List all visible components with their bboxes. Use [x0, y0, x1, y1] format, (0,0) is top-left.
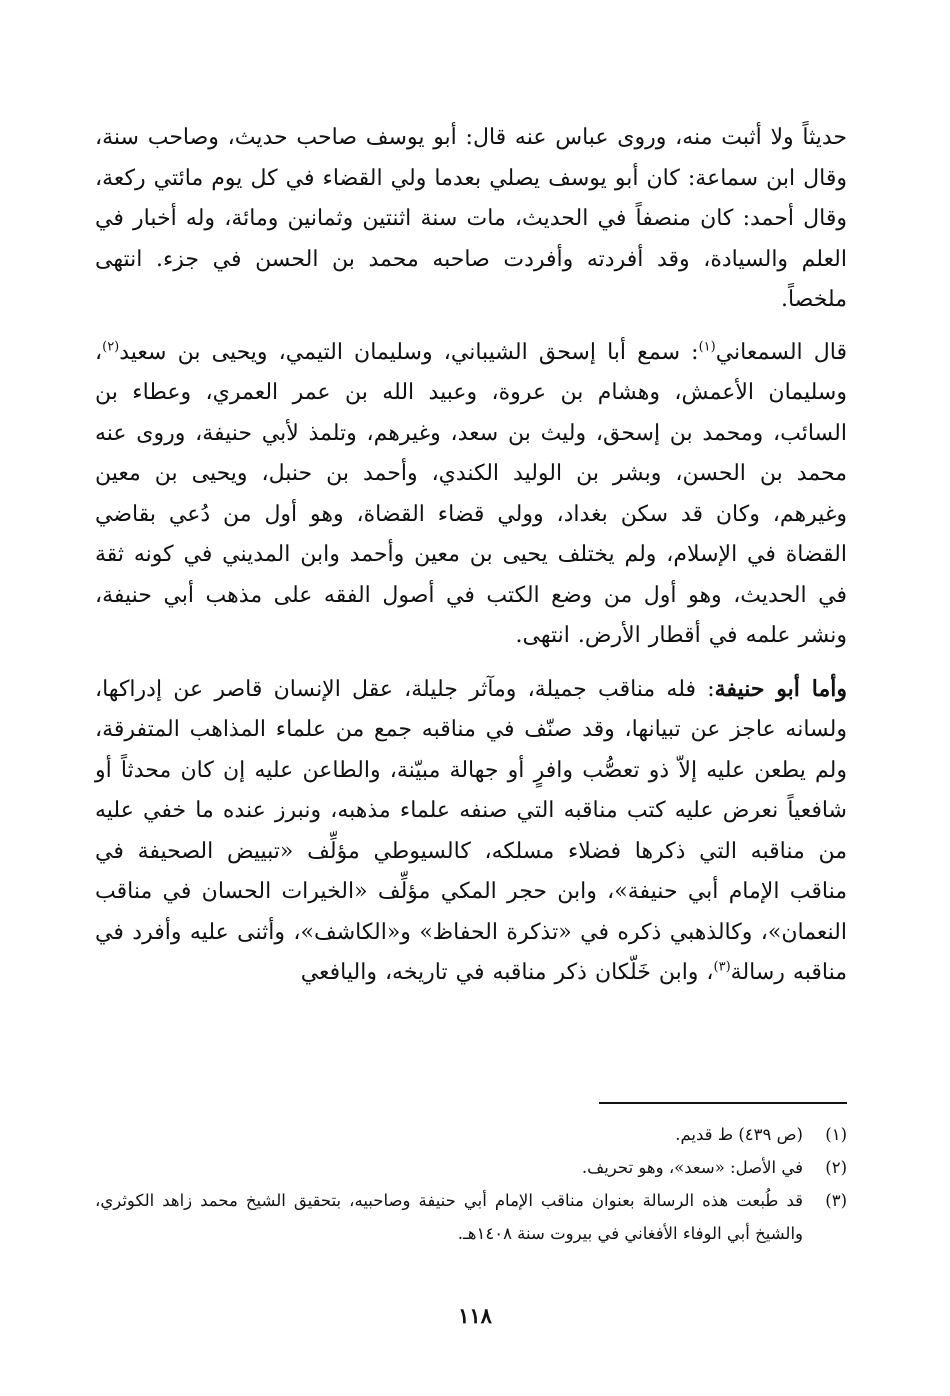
footnotes-section	[95, 1102, 847, 1250]
footnote-ref-1[interactable]: (١)	[698, 339, 716, 355]
footnote-3-mark: (٣)	[825, 1191, 847, 1210]
paragraph-3-text-end: ، وابن خَلّكان ذكر مناقبه في تاريخه، واليافعي	[300, 960, 714, 985]
page-number: ١١٨	[458, 1303, 492, 1328]
footnote-2	[95, 1151, 847, 1184]
paragraph-2-text-middle: : سمع أبا إسحق الشيباني، وسليمان التيمي، ويحيى بن سعيد	[119, 339, 699, 365]
paragraph-1	[95, 118, 847, 321]
paragraph-2-text-end: ، وسليمان الأعمش، وهشام بن عروة، وعبيد الله بن عمر العمري، وعطاء بن السائب، ومحمد بن إسحق، وليث بن سعد، وغيرهم، وتلمذ لأبي حنيفة، وروى عنه محمد بن الحسن، وبشر بن الوليد الكندي، وأحمد بن حنبل، ويحيى بن معين وغيرهم، وكان قد سكن بغداد، وولي قضاء القضاة، وهو أول من دُعي بقاضي القضاة في الإسلام، ولم يختلف يحيى بن معين وأحمد وابن المديني في كونه ثقة في الحديث، وهو أول من وضع الكتب في أصول الفقه على مذهب أبي حنيفة، ونشر علمه في أقطار الأرض. انتهى.	[95, 339, 847, 648]
paragraph-1-text: حديثاً ولا أثبت منه، وروى عباس عنه قال: أبو يوسف صاحب حديث، وصاحب سنة، وقال ابن سماعة: كان أبو يوسف يصلي بعدما ولي القضاء في كل يوم مائتي ركعة، وقال أحمد: كان منصفاً في الحديث، مات سنة اثنتين وثمانين ومائة، وله أخبار في العلم والسيادة، وقد أفردته وأفردت صاحبه محمد بن الحسن في جزء. انتهى ملخصاً.	[95, 125, 847, 312]
footnote-3-text: قد طُبعت هذه الرسالة بعنوان مناقب الإمام أبي حنيفة وصاحبيه، بتحقيق الشيخ محمد زاهد الكوثري، والشيخ أبي الوفاء الأفغاني في بيروت سنة ١٤٠٨هـ.	[95, 1191, 803, 1243]
main-text	[95, 118, 847, 994]
footnote-ref-3[interactable]: (٣)	[713, 959, 731, 975]
paragraph-2-text-start: قال السمعاني	[715, 339, 847, 365]
footnote-1-mark: (١)	[825, 1125, 847, 1144]
footnote-2-mark: (٢)	[825, 1158, 847, 1177]
footnote-1-text: (ص ٤٣٩) ط قديم.	[675, 1125, 803, 1144]
paragraph-3-lead: وأما أبو حنيفة	[714, 675, 847, 702]
footnote-3	[95, 1184, 847, 1250]
footnote-ref-2[interactable]: (٢)	[102, 339, 120, 355]
paragraph-2	[95, 333, 847, 657]
footnote-2-text: في الأصل: «سعد»، وهو تحريف.	[581, 1158, 803, 1177]
footnote-1	[95, 1118, 847, 1151]
paragraph-3-text-start: : فله مناقب جميلة، ومآثر جليلة، عقل الإنسان قاصر عن إدراكها، ولسانه عاجز عن تبيانها، وقد صنّف في مناقبه جمع من علماء المذاهب المتفرقة، ولم يطعن عليه إلاّ ذو تعصُّب وافرٍ أو جهالة مبيّنة، والطاعن عليه إن كان محدثاً أو شافعياً نعرض عليه كتب مناقبه التي صنفه علماء مذهبه، ونبرز عنده ما خفي عليه من مناقبه التي ذكرها فضلاء مسلكه، كالسيوطي مؤلِّف «تبييض الصحيفة في مناقب الإمام أبي حنيفة»، وابن حجر المكي مؤلِّف «الخيرات الحسان في مناقب النعمان»، وكالذهبي ذكره في «تذكرة الحفاظ» و«الكاشف»، وأثنى عليه وأفرد في مناقبه رسالة	[95, 676, 847, 985]
footnote-separator	[599, 1102, 847, 1104]
paragraph-3	[95, 669, 847, 994]
